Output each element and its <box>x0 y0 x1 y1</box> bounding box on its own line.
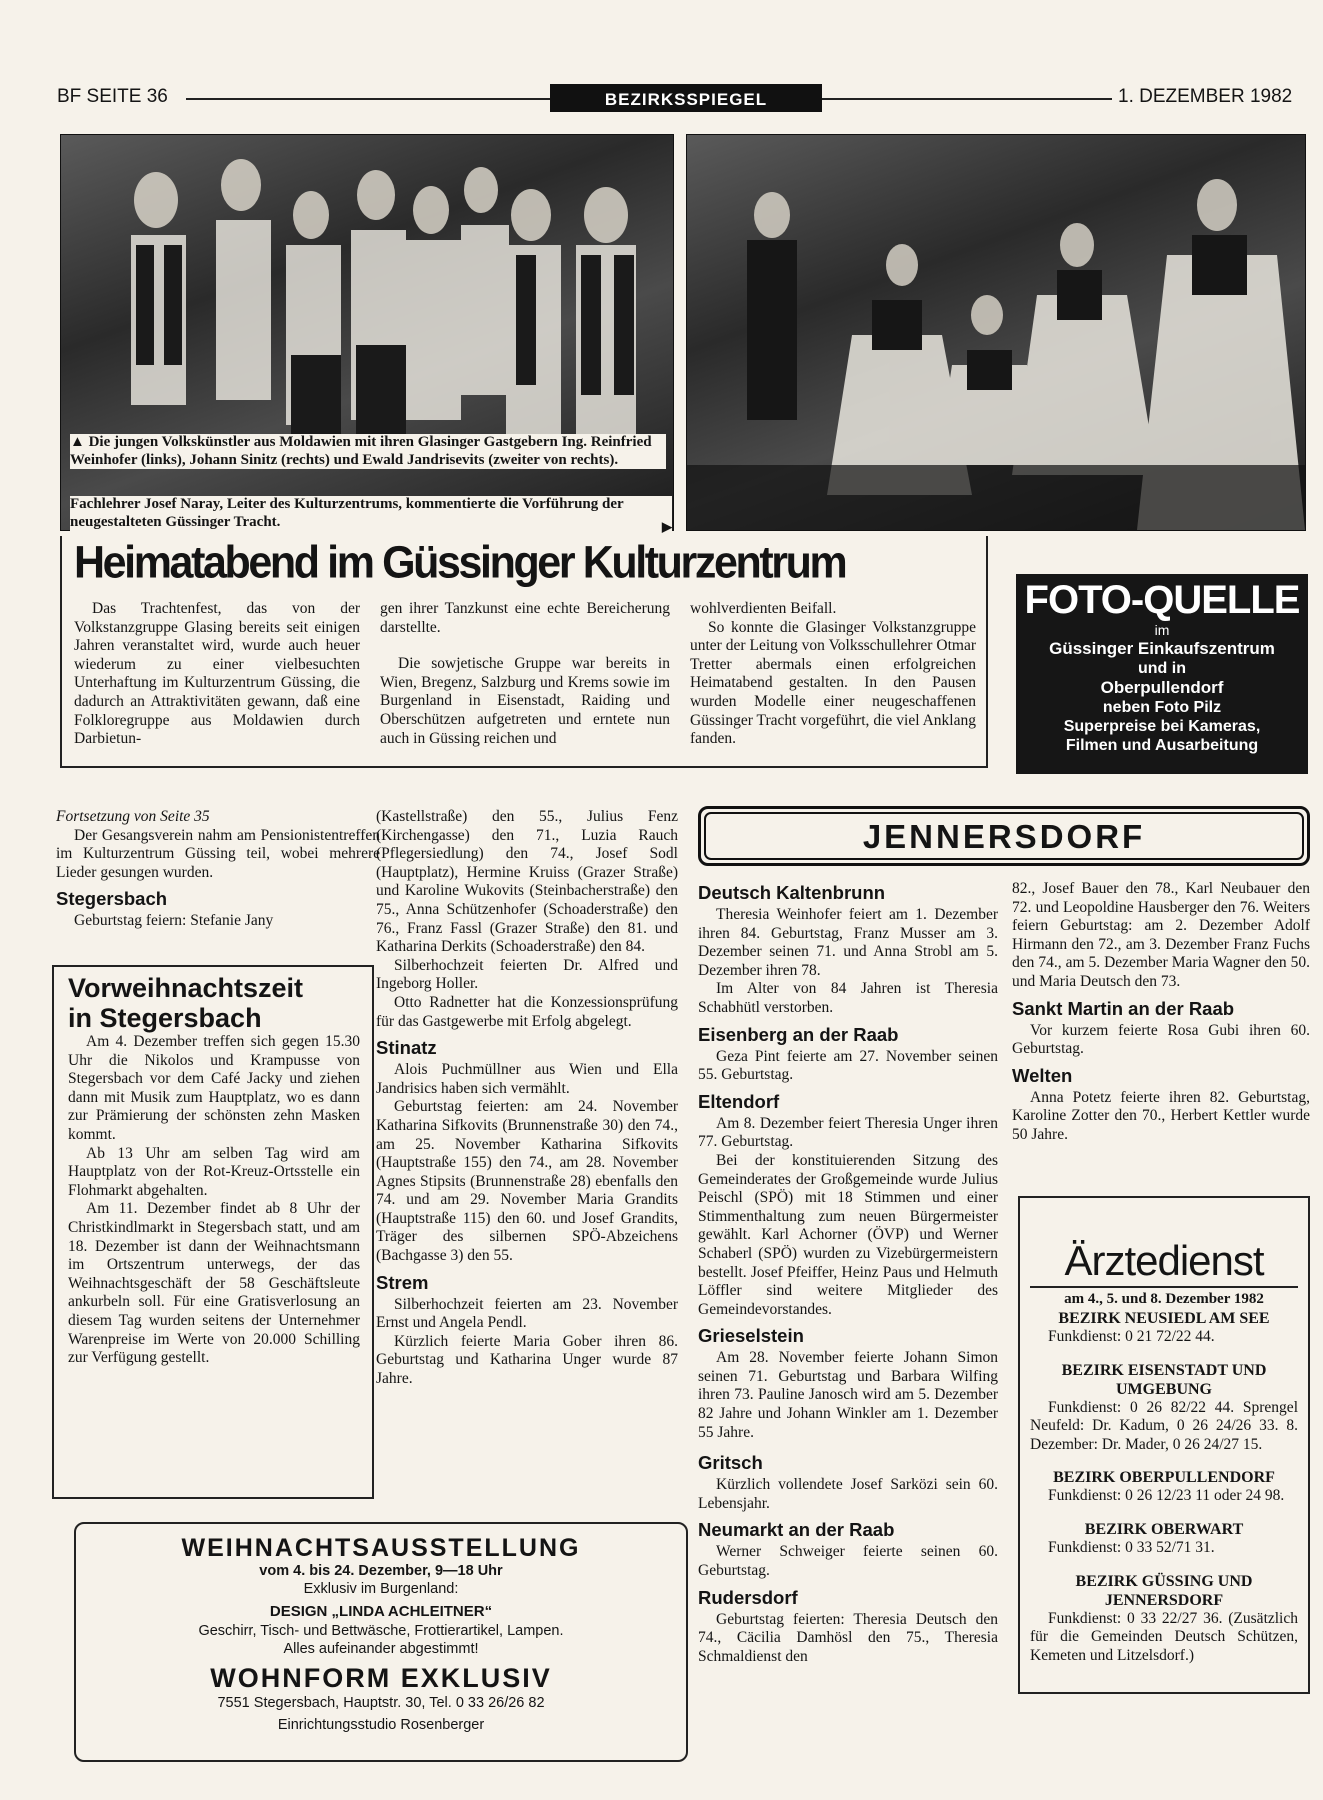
col-mid-p1: (Kastellstraße) den 55., Julius Fenz (Kirchengasse) den 71., Luzia Rauch (Pflegersiedlung) den 74., Josef Sodl (Hauptplatz), Hermine Kruiss (Grazer Straße) und Karoline Wukovits (Steinbacherstraße) den 75., Anna Schützenhofer (Schoaderstraße) den 76., Franz Fassl (Grazer Straße) den 81. und Katharina Derkits (Schoaderstraße) den 84. <box>376 808 678 956</box>
heading-neumarkt: Neumarkt an der Raab <box>698 1519 895 1541</box>
aerztedienst-b5: BEZIRK GÜSSING UND JENNERSDORF <box>1075 1572 1253 1609</box>
article-col2-part2: Die sowjetische Gruppe war bereits in Wien, Bregenz, Salzburg und Krems sowie im Burgenland in Eisenstadt, Raiding und Oberschützen aufgetreten und erntete nun auch in Güssing reichen und <box>380 655 670 747</box>
ad-foto-quelle <box>1016 574 1308 774</box>
column-jennersdorf <box>698 878 998 1666</box>
aerztedienst-dates: am 4., 5. und 8. Dezember 1982 <box>1064 1291 1264 1307</box>
box-p3: Am 11. Dezember findet ab 8 Uhr der Christkindlmarkt in Stegersbach statt, und am 18. Dezember ist dann der Weihnachtsmann im Ortszentrum unterwegs, der das Weihnachtsgeschäft der 58 Geschäftsleute ankurbeln soll. Für eine Gratisverlosung an diesem Tag wurden seitens der Unternehmer Warenpreise im Werte von 20.000 Schilling zur Verfügung gestellt. <box>68 1200 360 1367</box>
heading-grieselstein: Grieselstein <box>698 1325 804 1347</box>
header-rule-right <box>822 98 1112 100</box>
col-right-p3: Anna Potetz feierte ihren 82. Geburtstag, Karoline Zotter den 70., Herbert Kettler wurde 50 Jahre. <box>1012 1088 1310 1143</box>
photo-figures <box>61 135 673 530</box>
ad-foto-line6: Superpreise bei Kameras, <box>1063 718 1261 735</box>
jd-p2: Im Alter von 84 Jahren ist Theresia Schabhütl verstorben. <box>698 980 998 1016</box>
ad-wa-line5: Alles aufeinander abgestimmt! <box>283 1641 479 1657</box>
ad-wa-line4: Geschirr, Tisch- und Bettwäsche, Frottierartikel, Lampen. <box>198 1623 564 1639</box>
photo-moldawian-group <box>60 134 674 531</box>
heading-welten: Welten <box>1012 1064 1073 1086</box>
ad-wa-line1: vom 4. bis 24. Dezember, 9—18 Uhr <box>259 1563 503 1579</box>
ad-wa-title: WEIHNACHTSAUSSTELLUNG <box>181 1534 581 1562</box>
box-title-line2: in Stegersbach <box>68 1003 262 1033</box>
ad-foto-line7: Filmen und Ausarbeitung <box>1065 737 1259 754</box>
aerztedienst-title: Ärztedienst <box>1030 1236 1298 1288</box>
column-middle <box>376 808 678 1389</box>
caption-arrow-icon: ▶ <box>662 518 672 534</box>
ad-wa-line8: Einrichtungsstudio Rosenberger <box>277 1717 485 1733</box>
col-right-p1: 82., Josef Bauer den 78., Karl Neubauer den 72. und Leopoldine Hausberger den 76. Weiters feiern Geburtstag: am 2. Dezember Adolf Hirmann den 72., am 3. Dezember Franz Fuchs den 74., am 5. Dezember Maria Wagner den 50. und Maria Deutsch den 73. <box>1012 880 1310 990</box>
heading-deutsch-kaltenbrunn: Deutsch Kaltenbrunn <box>698 882 886 903</box>
page-label: BF SEITE 36 <box>57 86 168 107</box>
aerztedienst-b3-text: Funkdienst: 0 26 12/23 11 oder 24 98. <box>1048 1487 1285 1505</box>
col-mid-p6: Silberhochzeit feierten am 23. November Ernst und Angela Pendl. <box>376 1295 678 1332</box>
aerztedienst-b4-text: Funkdienst: 0 33 52/71 31. <box>1048 1538 1215 1556</box>
jd-p6: Am 28. November feierte Johann Simon seinen 71. Geburtstag und Barbara Wilfing ihren 73. Pauline Janosch wird am 5. Dezember 82 Jahre und Johann Winkler am 1. Dezember 55 Jahre. <box>698 1349 998 1441</box>
aerztedienst-b1-text: Funkdienst: 0 21 72/22 44. <box>1048 1328 1215 1345</box>
article-headline: Heimatabend im Güssinger Kulturzentrum <box>74 537 846 589</box>
continued-note: Fortsetzung von Seite 35 <box>56 808 210 825</box>
aerztedienst-b3: BEZIRK OBERPULLENDORF <box>1053 1469 1275 1487</box>
article-col2 <box>380 600 670 748</box>
jd-p8: Werner Schweiger feierte seinen 60. Geburtstag. <box>698 1543 998 1580</box>
heading-eltendorf: Eltendorf <box>698 1090 780 1112</box>
ad-wa-line7: 7551 Stegersbach, Hauptstr. 30, Tel. 0 33 26/26 82 <box>217 1695 545 1711</box>
heading-rudersdorf: Rudersdorf <box>698 1586 798 1608</box>
col-left-p1: Der Gesangsverein nahm am Pensionistentreffen im Kulturzentrum Güssing teil, wobei mehrere Lieder gesungen wurden. <box>56 826 380 881</box>
col-mid-p7: Kürzlich feierte Maria Gober ihren 86. Geburtstag und Katharina Unger wurde 87 Jahre. <box>376 1332 678 1388</box>
jennersdorf-title: JENNERSDORF <box>862 818 1146 855</box>
heading-stegersbach: Stegersbach <box>56 888 168 910</box>
aerztedienst-b4: BEZIRK OBERWART <box>1084 1520 1244 1538</box>
article-col2-part1: gen ihrer Tanzkunst eine echte Bereicherung darstellte. <box>380 600 670 636</box>
heading-stinatz: Stinatz <box>376 1037 437 1059</box>
box-vorweihnachtszeit <box>52 965 374 1499</box>
jd-p7: Kürzlich vollendete Josef Sarközi sein 60. Lebensjahr. <box>698 1476 998 1512</box>
box-title-line1: Vorweihnachtszeit <box>68 973 304 1003</box>
ad-wa-line2: Exklusiv im Burgenland: <box>303 1581 459 1597</box>
main-article <box>60 536 988 768</box>
photo-caption-right <box>70 496 672 535</box>
box-p2: Ab 13 Uhr am selben Tag wird am Hauptplatz von der Rot-Kreuz-Ortsstelle ein Flohmarkt abgehalten. <box>68 1144 360 1199</box>
section-title: BEZIRKSSPIEGEL <box>604 90 768 109</box>
col-mid-p4: Alois Puchmüllner aus Wien und Ella Jandrisics haben sich vermählt. <box>376 1061 678 1097</box>
ad-wa-line6: WOHNFORM EXKLUSIV <box>210 1663 552 1693</box>
jd-p9: Geburtstag feierten: Theresia Deutsch den 74., Cäcilia Damhösl den 75., Theresia Schmaldienst den <box>698 1610 998 1665</box>
jd-p4: Am 8. Dezember feiert Theresia Unger ihren 77. Geburtstag. <box>698 1114 998 1151</box>
page-date: 1. DEZEMBER 1982 <box>1118 86 1293 107</box>
aerztedienst-b2: BEZIRK EISENSTADT UND UMGEBUNG <box>1061 1361 1267 1398</box>
ad-foto-title: FOTO-QUELLE <box>1024 578 1300 622</box>
ad-foto-line2: Güssinger Einkaufszentrum <box>1049 639 1275 658</box>
ad-foto-line3: und in <box>1138 660 1186 677</box>
photo-tracht-presentation <box>686 134 1306 531</box>
ad-foto-line1: im <box>1154 622 1170 638</box>
jennersdorf-banner-inner <box>704 812 1304 860</box>
heading-eisenberg: Eisenberg an der Raab <box>698 1023 899 1045</box>
col-mid-p5: Geburtstag feierten: am 24. November Katharina Sifkovits (Brunnenstraße 30) den 74., am 25. November Katharina Sifkovits (Hauptstraße 155) den 74., am 28. November Agnes Stipsits (Brunnenstraße 28) ebenfalls den 74. und am 29. November Maria Grandits (Hauptstraße 115) den 60. und Josef Grandits, Träger des silbernen SPÖ-Abzeichens (Bachgasse 3) den 55. <box>376 1098 678 1265</box>
article-col3-part2: So konnte die Glasinger Volkstanzgruppe unter der Leitung von Volksschullehrer Otmar Tretter abermals einen erfolgreichen Heimatabend gestalten. In den Pausen wurden Modelle einer neugeschaffenen Güssinger Tracht vorgeführt, die viel Anklang fanden. <box>690 618 976 748</box>
aerztedienst-b2-text: Funkdienst: 0 26 82/22 44. Sprengel Neufeld: Dr. Kadum, 0 26 24/26 33. 8. Dezember: Dr. Mader, 0 26 24/27 15. <box>1030 1398 1298 1453</box>
photo-caption-left: ▲ Die jungen Volkskünstler aus Moldawien mit ihren Glasinger Gastgebern Ing. Reinfried Weinhofer (links), Johann Sinitz (rechts) und Ewald Jandrisevits (zweiter von rechts). <box>70 434 666 469</box>
column-left <box>56 808 380 931</box>
jd-p1: Theresia Weinhofer feiert am 1. Dezember ihren 84. Geburtstag, Franz Musser am 3. Dezember seinen 71. und Anna Strobl am 5. Dezember ihren 78. <box>698 906 998 979</box>
column-right <box>1012 880 1310 1145</box>
article-col1: Das Trachtenfest, das von der Volkstanzgruppe Glasing bereits seit einigen Jahren veranstaltet wird, wurde auch heuer wiederum zu einer vielbesuchten Unterhaftung im Kulturzentrum Güssing, die dadurch an Attraktivitäten gewann, daß eine Folkloregruppe aus Moldawien durch Darbietun- <box>74 600 360 748</box>
article-col3-part1: wohlverdienten Beifall. <box>690 600 837 617</box>
col-right-p2: Vor kurzem feierte Rosa Gubi ihren 60. Geburtstag. <box>1012 1021 1310 1058</box>
ad-wa-line3: DESIGN „LINDA ACHLEITNER“ <box>269 1603 493 1620</box>
photo-caption-right-text: Fachlehrer Josef Naray, Leiter des Kulturzentrums, kommentierte die Vorführung der neugestalteten Güssinger Tracht. <box>70 496 624 530</box>
box-aerztedienst <box>1018 1196 1310 1694</box>
header-rule-left <box>186 98 550 100</box>
aerztedienst-b5-text: Funkdienst: 0 33 22/27 36. (Zusätzlich für die Gemeinden Deutsch Schützen, Kemeten und Litzelsdorf.) <box>1030 1609 1298 1664</box>
aerztedienst-b1: BEZIRK NEUSIEDL AM SEE <box>1058 1310 1270 1327</box>
ad-weihnachtsausstellung <box>74 1522 688 1762</box>
heading-gritsch: Gritsch <box>698 1452 763 1474</box>
col-left-p2: Geburtstag feiern: Stefanie Jany <box>74 912 274 930</box>
jd-p5: Bei der konstituierenden Sitzung des Gemeinderates der Großgemeinde wurde Julius Peischl (SPÖ) mit 18 Stimmen und einer Stimmenthaltung zum neuen Bürgermeister gewählt. Karl Achorner (ÖVP) und Werner Schaberl (SPÖ) wurden zu Vizebürgermeistern bestellt. Josef Pfeiffer, Heinz Paus und Helmuth Löffler sind weitere Mitglieder des Gemeindevorstandes. <box>698 1151 998 1318</box>
heading-strem: Strem <box>376 1271 429 1293</box>
box-p1: Am 4. Dezember treffen sich gegen 15.30 Uhr die Nikolos und Krampusse von Stegersbach vor dem Café Jacky und ziehen dann mit Musik zum Hauptplatz, wo es dann zur Prämierung der schönsten zehn Masken kommt. <box>68 1033 360 1143</box>
section-banner <box>550 84 822 112</box>
photo-figures-right <box>687 135 1305 530</box>
col-mid-p3: Otto Radnetter hat die Konzessionsprüfung für das Gastgewerbe mit Erfolg abgelegt. <box>376 993 678 1030</box>
jennersdorf-banner <box>698 806 1310 866</box>
heading-sankt-martin: Sankt Martin an der Raab <box>1012 997 1235 1019</box>
col-mid-p2: Silberhochzeit feierten Dr. Alfred und Ingeborg Holler. <box>376 956 678 993</box>
jd-p3: Geza Pint feierte am 27. November seinen 55. Geburtstag. <box>698 1047 998 1084</box>
article-col3 <box>690 600 976 749</box>
ad-foto-line5: neben Foto Pilz <box>1102 699 1222 716</box>
ad-foto-line4: Oberpullendorf <box>1100 678 1224 697</box>
